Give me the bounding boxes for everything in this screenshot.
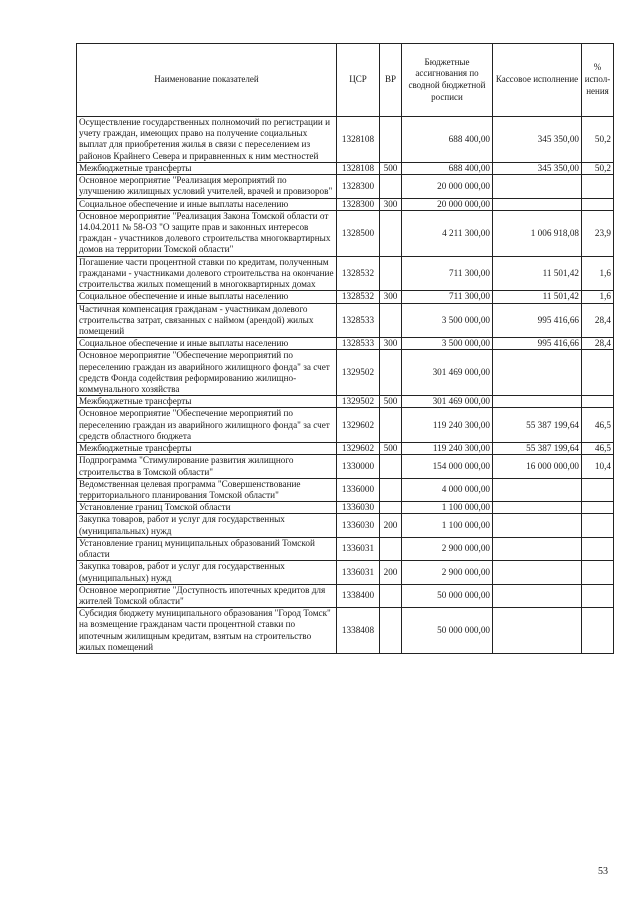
table-row	[77, 561, 614, 584]
cell-allocation: 301 469 000,00	[402, 350, 493, 396]
cell-percent	[582, 502, 614, 514]
cell-vr	[380, 455, 402, 478]
cell-csr: 1329502	[337, 350, 380, 396]
cell-name: Межбюджетные трансферты	[77, 443, 337, 455]
cell-csr: 1329602	[337, 443, 380, 455]
cell-percent: 10,4	[582, 455, 614, 478]
table-row	[77, 198, 614, 210]
cell-vr	[380, 210, 402, 256]
cell-allocation: 4 211 300,00	[402, 210, 493, 256]
cell-vr: 300	[380, 338, 402, 350]
cell-name: Установление границ Томской области	[77, 502, 337, 514]
cell-cash-execution	[493, 514, 582, 537]
cell-csr: 1328532	[337, 291, 380, 303]
cell-allocation: 154 000 000,00	[402, 455, 493, 478]
table-row	[77, 537, 614, 560]
header-csr: ЦСР	[337, 44, 380, 117]
cell-allocation: 2 900 000,00	[402, 537, 493, 560]
cell-percent	[582, 537, 614, 560]
cell-vr: 300	[380, 291, 402, 303]
cell-name: Частичная компенсация гражданам - участникам долевого строительства затрат, связанных с наймом (арендой) жилых помещений	[77, 303, 337, 338]
cell-csr: 1329502	[337, 396, 380, 408]
cell-cash-execution	[493, 198, 582, 210]
table-row	[77, 303, 614, 338]
cell-allocation: 119 240 300,00	[402, 408, 493, 443]
cell-csr: 1338400	[337, 584, 380, 607]
table-row	[77, 584, 614, 607]
cell-allocation: 50 000 000,00	[402, 608, 493, 654]
cell-allocation: 711 300,00	[402, 291, 493, 303]
cell-allocation: 3 500 000,00	[402, 338, 493, 350]
cell-vr	[380, 478, 402, 501]
cell-percent: 23,9	[582, 210, 614, 256]
table-row	[77, 396, 614, 408]
cell-name: Основное мероприятие "Обеспечение мероприятий по переселению граждан из аварийного жилищного фонда" за счет средств Фонда содействия реформированию жилищно-коммунального хозяйства	[77, 350, 337, 396]
cell-vr	[380, 608, 402, 654]
cell-percent: 46,5	[582, 443, 614, 455]
cell-name: Субсидия бюджету муниципального образования "Город Томск" на возмещение гражданам части процентной ставки по ипотечным жилищным кредитам, взятым на строительство жилых помещений	[77, 608, 337, 654]
header-allocations: Бюджетные ассигнования по сводной бюджетной росписи	[402, 44, 493, 117]
cell-csr: 1329602	[337, 408, 380, 443]
cell-cash-execution	[493, 175, 582, 198]
header-name: Наименование показателей	[77, 44, 337, 117]
cell-allocation: 688 400,00	[402, 117, 493, 163]
cell-cash-execution: 995 416,66	[493, 338, 582, 350]
table-row	[77, 514, 614, 537]
cell-allocation: 1 100 000,00	[402, 514, 493, 537]
cell-percent: 46,5	[582, 408, 614, 443]
cell-csr: 1336030	[337, 502, 380, 514]
cell-allocation: 119 240 300,00	[402, 443, 493, 455]
cell-allocation: 20 000 000,00	[402, 198, 493, 210]
table-row	[77, 443, 614, 455]
cell-percent	[582, 561, 614, 584]
table-row	[77, 338, 614, 350]
cell-name: Установление границ муниципальных образований Томской области	[77, 537, 337, 560]
cell-percent	[582, 608, 614, 654]
cell-vr	[380, 502, 402, 514]
cell-csr: 1328108	[337, 162, 380, 174]
cell-csr: 1328533	[337, 303, 380, 338]
header-percent: % испол-нения	[582, 44, 614, 117]
cell-name: Основное мероприятие "Доступность ипотечных кредитов для жителей Томской области"	[77, 584, 337, 607]
cell-name: Основное мероприятие "Реализация мероприятий по улучшению жилищных условий учителей, врачей и провизоров"	[77, 175, 337, 198]
cell-allocation: 2 900 000,00	[402, 561, 493, 584]
cell-percent	[582, 478, 614, 501]
cell-allocation: 301 469 000,00	[402, 396, 493, 408]
cell-csr: 1328300	[337, 175, 380, 198]
cell-cash-execution	[493, 608, 582, 654]
cell-vr	[380, 175, 402, 198]
table-row	[77, 175, 614, 198]
cell-cash-execution	[493, 537, 582, 560]
cell-csr: 1328533	[337, 338, 380, 350]
cell-allocation: 20 000 000,00	[402, 175, 493, 198]
cell-vr: 500	[380, 443, 402, 455]
table-row	[77, 408, 614, 443]
cell-name: Ведомственная целевая программа "Совершенствование территориального планирования Томской области"	[77, 478, 337, 501]
cell-csr: 1336031	[337, 537, 380, 560]
cell-csr: 1336000	[337, 478, 380, 501]
cell-name: Основное мероприятие "Обеспечение мероприятий по переселению граждан из аварийного жилищного фонда" за счет средств областного бюджета	[77, 408, 337, 443]
cell-name: Социальное обеспечение и иные выплаты населению	[77, 198, 337, 210]
cell-percent: 28,4	[582, 338, 614, 350]
page-number: 53	[598, 866, 608, 877]
cell-csr: 1328500	[337, 210, 380, 256]
cell-percent: 50,2	[582, 117, 614, 163]
cell-percent	[582, 514, 614, 537]
cell-allocation: 1 100 000,00	[402, 502, 493, 514]
cell-vr	[380, 408, 402, 443]
cell-csr: 1328300	[337, 198, 380, 210]
cell-vr: 200	[380, 561, 402, 584]
table-row	[77, 162, 614, 174]
cell-cash-execution: 16 000 000,00	[493, 455, 582, 478]
table-row	[77, 478, 614, 501]
table-row	[77, 210, 614, 256]
table-row	[77, 117, 614, 163]
cell-name: Межбюджетные трансферты	[77, 162, 337, 174]
cell-vr: 300	[380, 198, 402, 210]
cell-name: Основное мероприятие "Реализация Закона Томской области от 14.04.2011 № 58-ОЗ "О защите прав и законных интересов граждан - участников долевого строительства многоквартирных домов на территории Томской области"	[77, 210, 337, 256]
cell-cash-execution	[493, 396, 582, 408]
cell-cash-execution: 345 350,00	[493, 162, 582, 174]
budget-table-container	[76, 43, 613, 654]
table-row	[77, 256, 614, 291]
cell-csr: 1338408	[337, 608, 380, 654]
cell-cash-execution	[493, 350, 582, 396]
cell-csr: 1336030	[337, 514, 380, 537]
cell-name: Межбюджетные трансферты	[77, 396, 337, 408]
cell-csr: 1330000	[337, 455, 380, 478]
cell-percent	[582, 350, 614, 396]
header-vr: ВР	[380, 44, 402, 117]
cell-vr	[380, 303, 402, 338]
cell-name: Закупка товаров, работ и услуг для государственных (муниципальных) нужд	[77, 561, 337, 584]
cell-name: Социальное обеспечение и иные выплаты населению	[77, 338, 337, 350]
cell-allocation: 3 500 000,00	[402, 303, 493, 338]
table-header-row	[77, 44, 614, 117]
budget-table	[76, 43, 614, 654]
cell-csr: 1328532	[337, 256, 380, 291]
cell-vr	[380, 584, 402, 607]
cell-percent: 1,6	[582, 256, 614, 291]
cell-cash-execution: 55 387 199,64	[493, 443, 582, 455]
cell-cash-execution: 55 387 199,64	[493, 408, 582, 443]
cell-vr	[380, 350, 402, 396]
cell-name: Погашение части процентной ставки по кредитам, полученным гражданами - участниками долевого строительства на окончание строительства жилых помещений в многоквартирных домах	[77, 256, 337, 291]
cell-percent: 50,2	[582, 162, 614, 174]
cell-percent	[582, 584, 614, 607]
cell-vr	[380, 256, 402, 291]
cell-csr: 1336031	[337, 561, 380, 584]
cell-allocation: 50 000 000,00	[402, 584, 493, 607]
cell-name: Осуществление государственных полномочий по регистрации и учету граждан, имеющих право на получение социальных выплат для приобретения жилья в связи с переселением из районов Крайнего Севера и приравненных к ним местностей	[77, 117, 337, 163]
cell-vr: 500	[380, 396, 402, 408]
cell-allocation: 711 300,00	[402, 256, 493, 291]
cell-vr: 200	[380, 514, 402, 537]
cell-allocation: 688 400,00	[402, 162, 493, 174]
cell-vr: 500	[380, 162, 402, 174]
cell-cash-execution: 11 501,42	[493, 291, 582, 303]
table-row	[77, 502, 614, 514]
header-cash-execution: Кассовое исполнение	[493, 44, 582, 117]
cell-csr: 1328108	[337, 117, 380, 163]
cell-cash-execution: 11 501,42	[493, 256, 582, 291]
table-row	[77, 350, 614, 396]
cell-vr	[380, 117, 402, 163]
table-row	[77, 291, 614, 303]
cell-name: Закупка товаров, работ и услуг для государственных (муниципальных) нужд	[77, 514, 337, 537]
cell-vr	[380, 537, 402, 560]
cell-cash-execution	[493, 502, 582, 514]
cell-percent: 28,4	[582, 303, 614, 338]
table-row	[77, 455, 614, 478]
cell-percent	[582, 198, 614, 210]
cell-percent	[582, 396, 614, 408]
cell-percent: 1,6	[582, 291, 614, 303]
cell-cash-execution	[493, 478, 582, 501]
cell-percent	[582, 175, 614, 198]
cell-cash-execution	[493, 584, 582, 607]
table-row	[77, 608, 614, 654]
cell-allocation: 4 000 000,00	[402, 478, 493, 501]
cell-cash-execution: 345 350,00	[493, 117, 582, 163]
cell-cash-execution: 995 416,66	[493, 303, 582, 338]
cell-name: Подпрограмма "Стимулирование развития жилищного строительства в Томской области"	[77, 455, 337, 478]
cell-cash-execution	[493, 561, 582, 584]
cell-name: Социальное обеспечение и иные выплаты населению	[77, 291, 337, 303]
cell-cash-execution: 1 006 918,08	[493, 210, 582, 256]
